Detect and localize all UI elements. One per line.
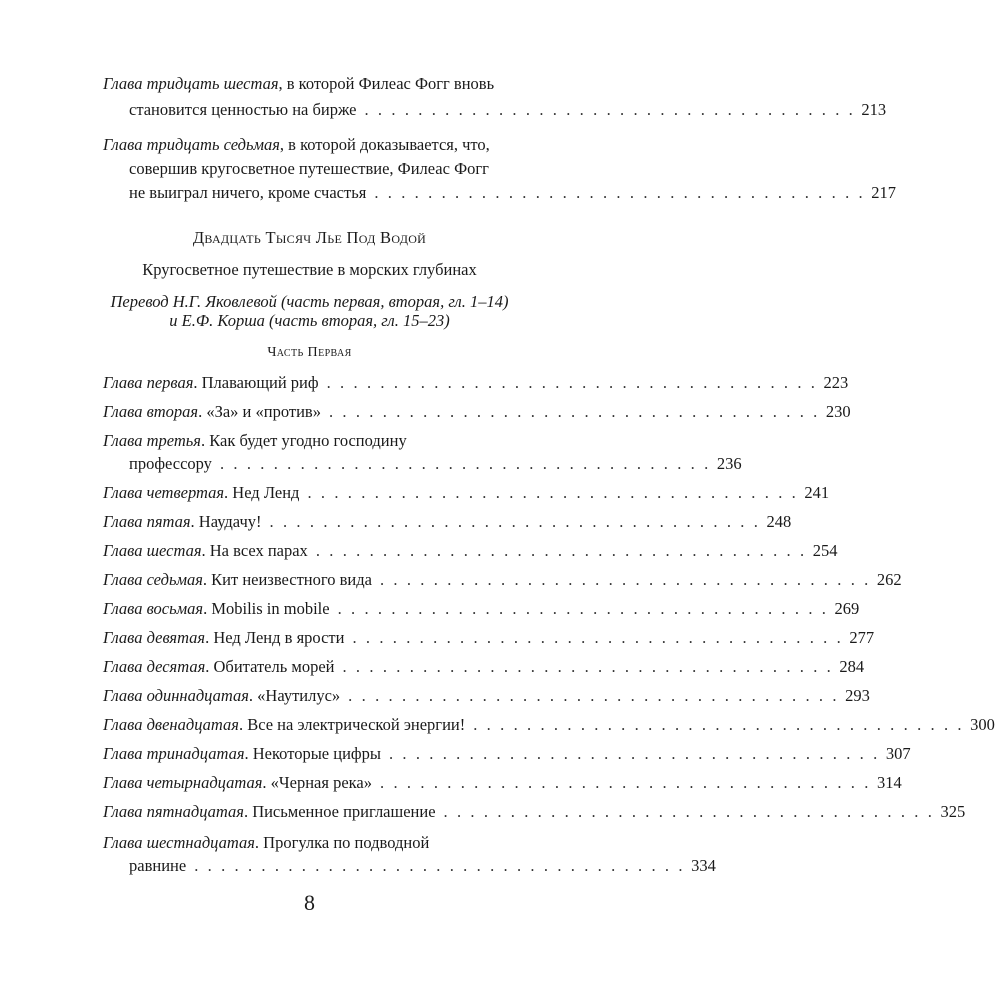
leader-dots: . . . . . . . . . . . . . . . . . . . . . . . . . . . . . . . . . . . . . xyxy=(352,628,844,647)
chapter-entry xyxy=(103,539,838,563)
page-number: 334 xyxy=(691,856,716,875)
chapter-entry xyxy=(103,742,911,766)
leader-dots: . . . . . . . . . . . . . . . . . . . . . . . . . . . . . . . . . . . . . xyxy=(388,744,880,763)
chapter-text: . На всех парах xyxy=(201,541,308,560)
leader-dots: . . . . . . . . . . . . . . . . . . . . . . . . . . . . . . . . . . . . . xyxy=(342,657,834,676)
leader-dots: . . . . . . . . . . . . . . . . . . . . . . . . . . . . . . . . . . . . . xyxy=(307,483,799,502)
book-subtitle: Кругосветное путешествие в морских глубинах xyxy=(142,260,477,279)
leader-dots: . . . . . . . . . . . . . . . . . . . . . . . . . . . . . . . . . . . . . xyxy=(379,570,871,589)
chapter-title: Глава четвертая xyxy=(103,483,225,502)
page-number: 223 xyxy=(823,373,849,392)
leader-dots: . . . . . . . . . . . . . . . . . . . . . . . . . . . . . . . . . . . . . xyxy=(269,512,761,531)
chapter-title: Глава седьмая xyxy=(103,570,203,589)
chapter-title: Глава пятнадцатая xyxy=(103,802,244,821)
chapter-title: Глава четырнадцатая xyxy=(103,773,263,792)
leader-dots: . . . . . . . . . . . . . . . . . . . . . . . . . . . . . . . . . . . . . xyxy=(443,802,935,821)
page-number: 230 xyxy=(825,402,851,421)
chapter-entry xyxy=(103,626,875,650)
chapter-text-cont: становится ценностью на бирже xyxy=(129,100,357,119)
part-heading: Часть Первая xyxy=(267,345,352,360)
chapter-text: . Нед Ленд в ярости xyxy=(205,628,345,647)
chapter-text: . Плавающий риф xyxy=(193,373,319,392)
chapter-entry-cont xyxy=(129,452,742,476)
chapter-entry xyxy=(103,568,902,592)
chapter-entry xyxy=(103,597,860,621)
leader-dots: . . . . . . . . . . . . . . . . . . . . . . . . . . . . . . . . . . . . . xyxy=(380,773,871,792)
toc-entry-line xyxy=(129,181,897,205)
page-number: 248 xyxy=(766,512,792,531)
page-folio: 8 xyxy=(304,890,315,915)
chapter-text: . «За» и «против» xyxy=(198,402,321,421)
chapter-text: . Нед Ленд xyxy=(224,483,300,502)
translator-line-1: Перевод Н.Г. Яковлевой (часть первая, вторая, гл. 1–14) xyxy=(110,292,509,311)
chapter-title: Глава десятая xyxy=(103,657,206,676)
chapter-entry xyxy=(103,771,902,795)
chapter-text: , в которой доказывается, что, xyxy=(279,135,490,154)
chapter-entry xyxy=(103,831,558,855)
leader-dots: . . . . . . . . . . . . . . . . . . . . . . . . . . . . . . . . . . . . . xyxy=(219,454,711,473)
page-number: 217 xyxy=(871,183,897,202)
leader-dots: . . . . . . . . . . . . . . . . . . . . . . . . . . . . . . . . . . . . . xyxy=(473,715,965,734)
chapter-text: . Письменное приглашение xyxy=(243,802,436,821)
chapter-entry xyxy=(103,713,995,737)
leader-dots: . . . . . . . . . . . . . . . . . . . . . . . . . . . . . . . . . . . . . xyxy=(194,856,686,875)
page-number: 236 xyxy=(716,454,742,473)
chapter-entry xyxy=(103,481,830,505)
chapter-title: Глава двенадцатая xyxy=(103,715,239,734)
chapter-entry xyxy=(103,800,966,824)
page-number: 277 xyxy=(849,628,875,647)
chapter-text: , в которой Филеас Фогг вновь xyxy=(278,74,495,93)
chapter-title: Глава тридцать шестая xyxy=(103,74,279,93)
chapter-text: . Кит неизвестного вида xyxy=(202,570,372,589)
chapter-entry xyxy=(103,684,870,708)
page-number: 325 xyxy=(940,802,966,821)
chapter-title: Глава тринадцатая xyxy=(103,744,245,763)
chapter-title: Глава одиннадцатая xyxy=(103,686,249,705)
chapter-text: . Обитатель морей xyxy=(205,657,335,676)
leader-dots: . . . . . . . . . . . . . . . . . . . . . . . . . . . . . . . . . . . . . xyxy=(348,686,840,705)
chapter-text: . Некоторые цифры xyxy=(244,744,381,763)
translator-line-2: и Е.Ф. Корша (часть вторая, гл. 15–23) xyxy=(169,311,450,330)
chapter-text: . Наудачу! xyxy=(190,512,262,531)
page-number: 213 xyxy=(861,100,887,119)
chapter-entry xyxy=(103,429,558,453)
page-number: 254 xyxy=(812,541,838,560)
toc-entry-line xyxy=(129,157,558,181)
chapter-title: Глава третья xyxy=(103,431,201,450)
chapter-title: Глава шестнадцатая xyxy=(103,833,255,852)
book-title: Двадцать Тысяч Лье Под Водой xyxy=(192,228,427,247)
toc-entry-line xyxy=(103,133,558,157)
leader-dots: . . . . . . . . . . . . . . . . . . . . . . . . . . . . . . . . . . . . . xyxy=(364,100,856,119)
toc-entry-line xyxy=(103,72,558,96)
page-number: 300 xyxy=(970,715,995,734)
page-number: 262 xyxy=(876,570,902,589)
leader-dots: . . . . . . . . . . . . . . . . . . . . . . . . . . . . . . . . . . . . . xyxy=(337,599,829,618)
chapter-text-cont: равнине xyxy=(129,856,187,875)
chapter-text-cont: совершив кругосветное путешествие, Филеас Фогг xyxy=(129,159,489,178)
chapter-text: . Прогулка по подводной xyxy=(254,833,430,852)
chapter-title: Глава первая xyxy=(103,373,194,392)
chapter-entry-cont xyxy=(129,854,716,878)
page-number: 314 xyxy=(876,773,902,792)
page-number: 293 xyxy=(845,686,870,705)
leader-dots: . . . . . . . . . . . . . . . . . . . . . . . . . . . . . . . . . . . . . xyxy=(328,402,820,421)
chapter-entry xyxy=(103,400,851,424)
chapter-title: Глава пятая xyxy=(103,512,191,531)
chapter-text: . «Наутилус» xyxy=(248,686,341,705)
leader-dots: . . . . . . . . . . . . . . . . . . . . . . . . . . . . . . . . . . . . . xyxy=(374,183,866,202)
chapter-entry xyxy=(103,510,792,534)
chapter-text: . Mobilis in mobile xyxy=(203,599,330,618)
chapter-title: Глава шестая xyxy=(103,541,202,560)
chapter-title: Глава тридцать седьмая xyxy=(103,135,280,154)
chapter-entry xyxy=(103,655,865,679)
chapter-title: Глава девятая xyxy=(103,628,206,647)
page-number: 269 xyxy=(834,599,860,618)
leader-dots: . . . . . . . . . . . . . . . . . . . . . . . . . . . . . . . . . . . . . xyxy=(326,373,818,392)
chapter-text: . Все на электрической энергии! xyxy=(238,715,466,734)
chapter-text: . «Черная река» xyxy=(262,773,373,792)
chapter-title: Глава вторая xyxy=(103,402,199,421)
chapter-text-cont: не выиграл ничего, кроме счастья xyxy=(129,183,367,202)
chapter-text: . Как будет угодно господину xyxy=(200,431,407,450)
toc-entry-line xyxy=(129,98,887,122)
page-number: 307 xyxy=(885,744,911,763)
page-number: 241 xyxy=(804,483,830,502)
chapter-text-cont: профессору xyxy=(129,454,212,473)
chapter-title: Глава восьмая xyxy=(103,599,204,618)
page-number: 284 xyxy=(839,657,865,676)
leader-dots: . . . . . . . . . . . . . . . . . . . . . . . . . . . . . . . . . . . . . xyxy=(315,541,807,560)
chapter-entry xyxy=(103,371,849,395)
